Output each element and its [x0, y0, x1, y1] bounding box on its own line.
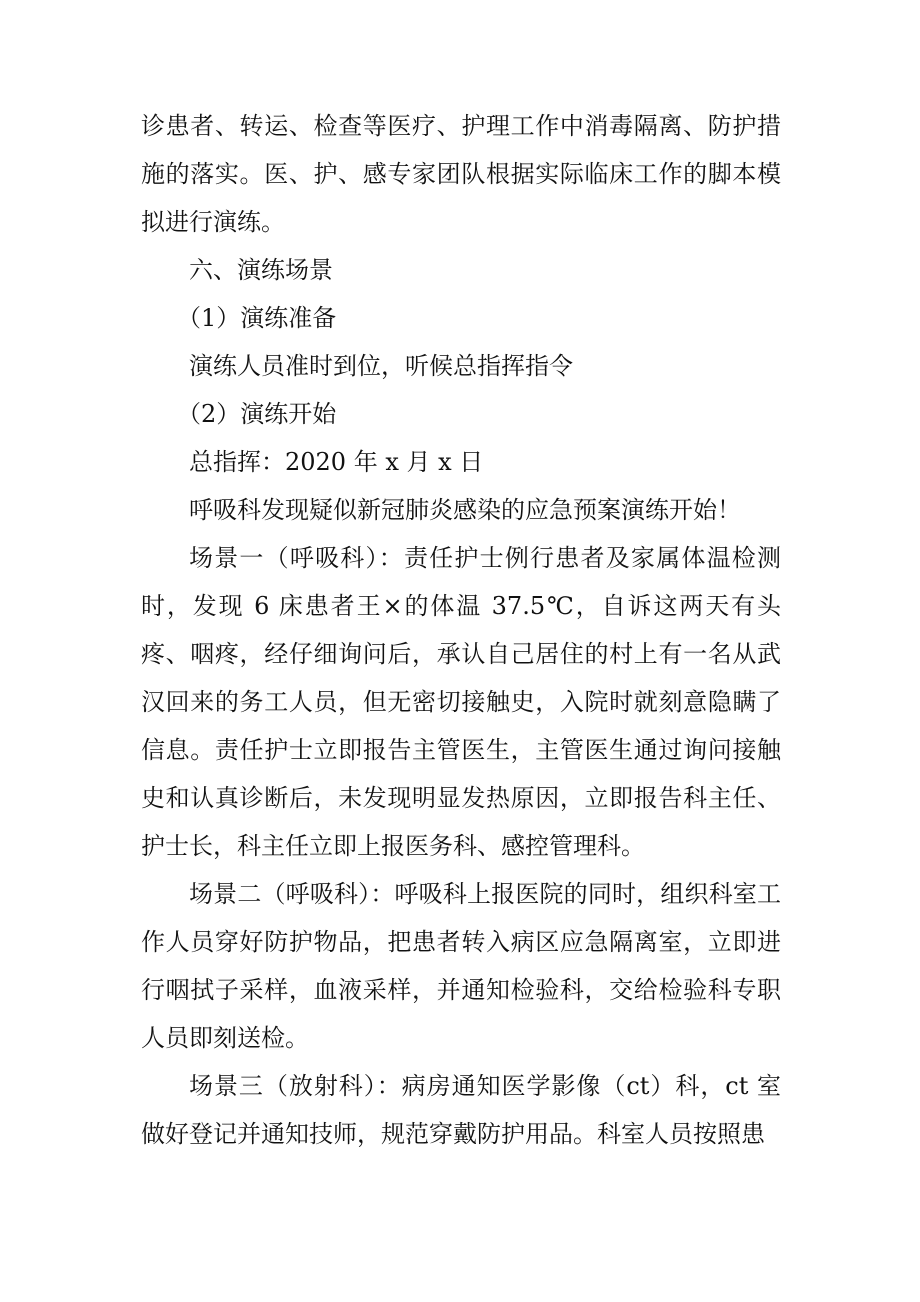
paragraph-continuation: 诊患者、转运、检查等医疗、护理工作中消毒隔离、防护措施的落实。医、护、感专家团队根据实际临床工作的脚本模拟进行演练。 [141, 112, 781, 236]
subheading-drill-start: （2）演练开始 [177, 400, 337, 428]
paragraph-scene-two: 场景二（呼吸科）：呼吸科上报医院的同时，组织科室工作人员穿好防护物品，把患者转入病区应急隔离室，立即进行咽拭子采样，血液采样，并通知检验科，交给检验科专职人员即刻送检。 [141, 880, 781, 1052]
paragraph-preparation-body: 演练人员准时到位，听候总指挥指令 [189, 352, 573, 380]
paragraph-commander-date: 总指挥：2020 年 x 月 x 日 [189, 448, 484, 476]
document-body [141, 102, 781, 1158]
paragraph-scene-one: 场景一（呼吸科）：责任护士例行患者及家属体温检测时，发现 6 床患者王×的体温 37.5℃，自诉这两天有头疼、咽疼，经仔细询问后，承认自己居住的村上有一名从武汉回来的务工人员，但无密切接触史，入院时就刻意隐瞒了信息。责任护士立即报告主管医生，主管医生通过询问接触史和认真诊断后，未发现明显发热原因，立即报告科主任、护士长，科主任立即上报医务科、感控管理科。 [141, 544, 781, 860]
subheading-drill-preparation: （1）演练准备 [177, 304, 337, 332]
section-heading-drill-scenes: 六、演练场景 [189, 256, 333, 284]
paragraph-scene-three: 场景三（放射科）：病房通知医学影像（ct）科，ct 室做好登记并通知技师，规范穿戴防护用品。科室人员按照患 [141, 1072, 781, 1148]
paragraph-drill-announcement: 呼吸科发现疑似新冠肺炎感染的应急预案演练开始！ [189, 496, 741, 524]
